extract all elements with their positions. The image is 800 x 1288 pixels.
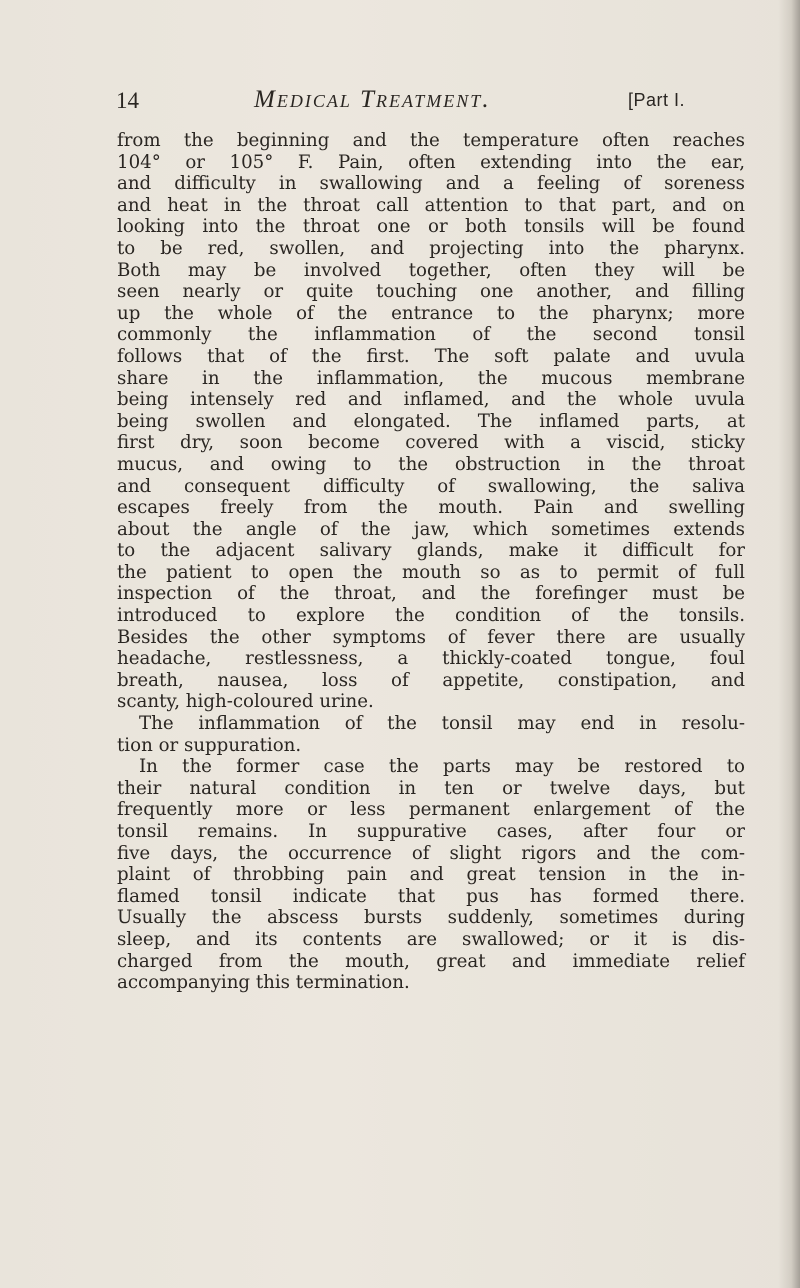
text-line: being intensely red and inflamed, and the whole uvula: [117, 389, 745, 411]
text-line: the patient to open the mouth so as to permit of full: [117, 561, 745, 583]
text-line: In the former case the parts may be restored to: [139, 756, 745, 778]
text-line: plaint of throbbing pain and great tension in the in-: [117, 864, 745, 886]
text-line: accompanying this termination.: [117, 972, 410, 994]
text-line: breath, nausea, loss of appetite, constipation, and: [117, 669, 745, 691]
text-line: follows that of the first. The soft palate and uvula: [117, 345, 745, 367]
text-line: flamed tonsil indicate that pus has formed there.: [117, 885, 745, 907]
text-line: The inflammation of the tonsil may end in resolu-: [139, 713, 745, 735]
text-line: inspection of the throat, and the forefinger must be: [117, 583, 745, 605]
text-line: 104° or 105° F. Pain, often extending into the ear,: [117, 151, 745, 173]
text-line: Both may be involved together, often they will be: [117, 259, 745, 281]
text-line: first dry, soon become covered with a viscid, sticky: [117, 432, 745, 454]
text-line: Usually the abscess bursts suddenly, sometimes during: [117, 907, 745, 929]
text-line: being swollen and elongated. The inflamed parts, at: [117, 410, 745, 432]
page-number: 14: [116, 88, 139, 113]
text-line: mucus, and owing to the obstruction in the throat: [117, 453, 745, 475]
text-line: charged from the mouth, great and immediate relief: [117, 950, 745, 972]
text-line: and difficulty in swallowing and a feeling of soreness: [117, 173, 745, 195]
text-line: Besides the other symptoms of fever there are usually: [117, 626, 745, 648]
text-line: to be red, swollen, and projecting into the pharynx.: [117, 237, 745, 259]
text-line: headache, restlessness, a thickly-coated tongue, foul: [117, 648, 745, 670]
text-line: and heat in the throat call attention to that part, and on: [117, 194, 745, 216]
text-line: frequently more or less permanent enlargement of the: [117, 799, 745, 821]
text-line: tonsil remains. In suppurative cases, after four or: [117, 821, 745, 842]
page-edge-shadow: [778, 0, 800, 1288]
text-line: to the adjacent salivary glands, make it difficult for: [117, 540, 745, 562]
text-line: escapes freely from the mouth. Pain and swelling: [117, 497, 745, 519]
text-line: share in the inflammation, the mucous membrane: [117, 367, 745, 389]
text-line: their natural condition in ten or twelve days, but: [117, 777, 745, 799]
body-text: [117, 130, 745, 994]
text-line: tion or suppuration.: [117, 734, 302, 756]
text-line: looking into the throat one or both tonsils will be found: [117, 216, 745, 238]
text-line: five days, the occurrence of slight rigors and the com-: [117, 842, 745, 864]
part-label: [Part I.: [628, 90, 686, 110]
text-line: about the angle of the jaw, which sometimes extends: [117, 518, 745, 540]
text-line: introduced to explore the condition of the tonsils.: [117, 605, 745, 627]
text-line: up the whole of the entrance to the pharynx; more: [117, 302, 745, 324]
text-line: sleep, and its contents are swallowed; or it is dis-: [117, 928, 745, 950]
text-line: and consequent difficulty of swallowing, the saliva: [117, 475, 745, 497]
text-line: commonly the inflammation of the second tonsil: [117, 324, 745, 346]
text-line: seen nearly or quite touching one another, and filling: [117, 281, 745, 303]
running-title: Medical Treatment.: [254, 86, 491, 113]
running-header: [0, 86, 800, 126]
text-line: from the beginning and the temperature often reaches: [117, 130, 745, 151]
text-line: scanty, high-coloured urine.: [117, 691, 374, 713]
